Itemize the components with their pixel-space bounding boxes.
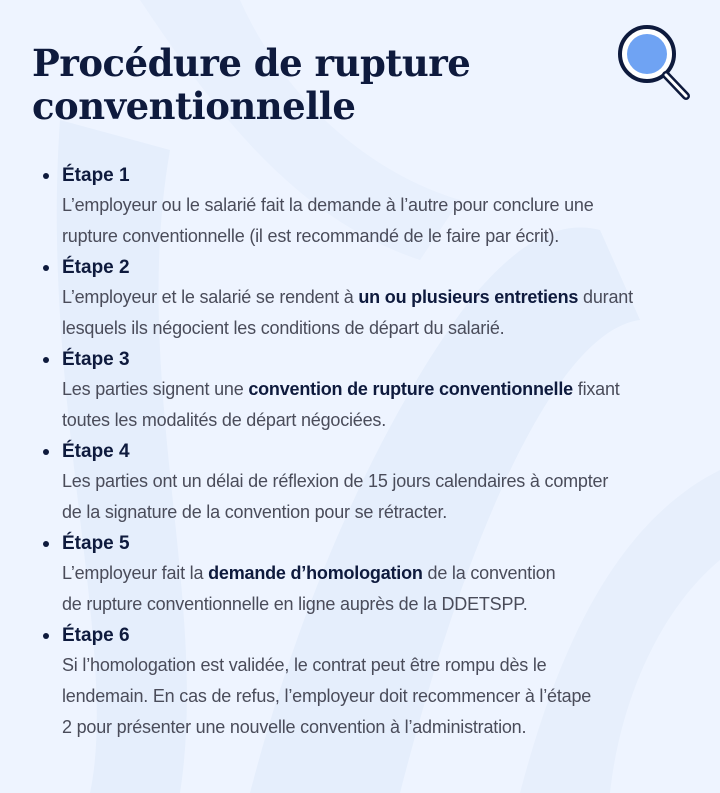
text-segment: Les parties signent une xyxy=(62,379,249,399)
step-text-line xyxy=(62,190,680,221)
text-segment: Les parties ont un délai de réflexion de 15 jours calendaires à compter xyxy=(62,471,609,491)
step-text-line xyxy=(62,466,680,497)
step-title: Étape 4 xyxy=(62,441,130,462)
list-item xyxy=(32,438,680,528)
step-title: Étape 6 xyxy=(62,625,130,646)
step-text-line xyxy=(62,650,680,681)
steps-list xyxy=(32,162,680,743)
list-item xyxy=(32,346,680,436)
text-segment: durant xyxy=(578,287,633,307)
step-text-line xyxy=(62,282,680,313)
step-title: Étape 1 xyxy=(62,165,130,186)
text-segment: toutes les modalités de départ négociées. xyxy=(62,410,387,430)
highlighted-text: convention de rupture conventionnelle xyxy=(248,379,573,399)
step-text-line xyxy=(62,497,680,528)
step-text-line xyxy=(62,558,680,589)
text-segment: de la convention xyxy=(422,563,556,583)
text-segment: L’employeur et le salarié se rendent à xyxy=(62,287,359,307)
step-title: Étape 2 xyxy=(62,257,130,278)
bullet-dot-icon xyxy=(43,449,49,455)
text-segment: lendemain. En cas de refus, l’employeur doit recommencer à l’étape xyxy=(62,686,592,706)
text-segment: L’employeur ou le salarié fait la demande à l’autre pour conclure une xyxy=(62,195,594,215)
list-item xyxy=(32,622,680,743)
step-text-line xyxy=(62,589,680,620)
step-text-line xyxy=(62,374,680,405)
step-text-line xyxy=(62,712,680,743)
page-title xyxy=(32,42,552,128)
bullet-dot-icon xyxy=(43,633,49,639)
highlighted-text: demande d’homologation xyxy=(208,563,423,583)
text-segment: de la signature de la convention pour se rétracter. xyxy=(62,502,448,522)
text-segment: lesquels ils négocient les conditions de départ du salarié. xyxy=(62,318,505,338)
step-title: Étape 5 xyxy=(62,533,130,554)
text-segment: 2 pour présenter une nouvelle convention à l’administration. xyxy=(62,717,527,737)
bullet-dot-icon xyxy=(43,541,49,547)
bullet-dot-icon xyxy=(43,173,49,179)
text-segment: de rupture conventionnelle en ligne auprès de la DDETSPP. xyxy=(62,594,528,614)
title-line-1: Procédure de rupture xyxy=(32,41,471,85)
list-item xyxy=(32,254,680,344)
search-icon xyxy=(614,20,694,104)
text-segment: rupture conventionnelle (il est recommandé de le faire par écrit). xyxy=(62,226,560,246)
bullet-dot-icon xyxy=(43,265,49,271)
list-item xyxy=(32,530,680,620)
list-item xyxy=(32,162,680,252)
text-segment: fixant xyxy=(572,379,620,399)
step-title: Étape 3 xyxy=(62,349,130,370)
text-segment: Si l’homologation est validée, le contrat peut être rompu dès le xyxy=(62,655,547,675)
step-text-line xyxy=(62,221,680,252)
bullet-dot-icon xyxy=(43,357,49,363)
step-text-line xyxy=(62,681,680,712)
highlighted-text: un ou plusieurs entretiens xyxy=(358,287,579,307)
step-text-line xyxy=(62,313,680,344)
text-segment: L’employeur fait la xyxy=(62,563,209,583)
step-text-line xyxy=(62,405,680,436)
title-line-2: conventionnelle xyxy=(32,84,356,128)
